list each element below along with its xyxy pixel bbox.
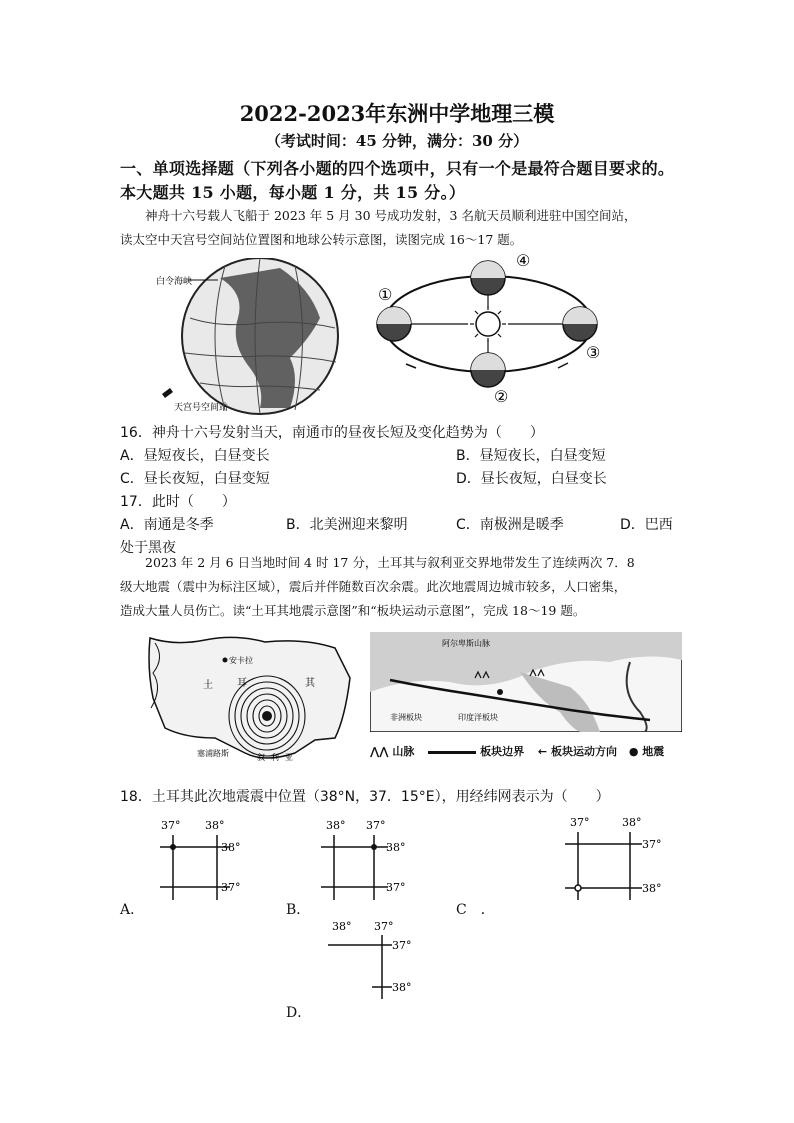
q17-option-b: B．北美洲迎来黎明: [286, 517, 408, 533]
passage2-line2: 级大地震（震中为标注区域），震后并伴随数百次余震。此次地震周边城市较多，人口密集，: [120, 579, 627, 594]
svg-text:37°: 37°: [570, 816, 590, 829]
quake-legend-icon: ●: [628, 745, 639, 758]
q16-stem: 16．神舟十六号发射当天，南通市的昼夜长短及变化趋势为（ ）: [120, 425, 544, 441]
option-d-grid: [326, 917, 426, 1002]
q17-option-a: A．南通是冬季: [120, 517, 214, 533]
space-station-icon: [162, 388, 173, 398]
orbit-label-1: ①: [378, 285, 393, 304]
alps-label: 阿尔卑斯山脉: [442, 639, 490, 648]
orbit-figure: [368, 248, 618, 413]
map-char-2: 耳: [237, 678, 247, 689]
svg-text:37°: 37°: [386, 881, 406, 894]
passage1-line1: 神舟十六号载人飞船于 2023 年 5 月 30 号成功发射，3 名航天员顺利进驻中国空间站，: [145, 208, 637, 223]
ankara-label: 安卡拉: [229, 656, 253, 665]
q16-option-c: C．昼长夜短，白昼变短: [120, 471, 270, 487]
passage1-line2: 读太空中天宫号空间站位置图和地球公转示意图，读图完成 16～17 题。: [120, 232, 523, 247]
q17-option-d: D．巴西: [620, 517, 673, 533]
svg-text:37°: 37°: [161, 819, 181, 832]
globe-figure: [150, 258, 360, 418]
orbit-label-4: ④: [516, 251, 531, 270]
orbit-label-2: ②: [494, 387, 509, 406]
mountain-legend-icon: ⋀⋀: [370, 745, 389, 758]
q16-option-a: A．昼短夜长，白昼变长: [120, 448, 270, 464]
svg-text:38°: 38°: [205, 819, 225, 832]
map-char-5: 利: [271, 753, 279, 762]
section-heading-line1: 一、单项选择题（下列各小题的四个选项中，只有一个是最符合题目要求的。: [120, 159, 675, 178]
legend-quake: 地震: [642, 745, 665, 758]
option-a-grid: [155, 815, 255, 905]
q16-option-d: D．昼长夜短，白昼变长: [456, 471, 607, 487]
q18-option-c: C ．: [456, 902, 495, 918]
page-title: 2022-2023年东洲中学地理三模: [239, 101, 555, 126]
option-b-point: [371, 844, 377, 850]
section-heading-line2: 本大题共 15 小题，每小题 1 分，共 15 分。）: [120, 183, 466, 202]
q16-option-b: B．昼短夜长，白昼变短: [456, 448, 606, 464]
space-station-label: 天宫号空间站: [174, 403, 229, 413]
q17-stem: 17．此时（ ）: [120, 494, 236, 510]
map-char-6: 亚: [285, 753, 293, 762]
svg-text:37°: 37°: [221, 881, 241, 894]
svg-text:37°: 37°: [642, 838, 662, 851]
arrow-legend-icon: ←: [537, 745, 548, 758]
svg-text:38°: 38°: [386, 841, 406, 854]
indian-ocean-plate-label: 印度洋板块: [458, 713, 498, 722]
svg-text:38°: 38°: [221, 841, 241, 854]
svg-text:38°: 38°: [622, 816, 642, 829]
legend-mountain: 山脉: [392, 745, 415, 758]
svg-text:38°: 38°: [642, 882, 662, 895]
plates-map: [370, 632, 682, 732]
passage2-line1: 2023 年 2 月 6 日当地时间 4 时 17 分，土耳其与叙利亚交界地带发生了连续两次 7．8: [145, 555, 635, 570]
q18-option-d: D．: [286, 1005, 312, 1021]
svg-text:37°: 37°: [374, 920, 394, 933]
q18-option-a: A．: [120, 902, 145, 918]
sun-icon: [476, 312, 500, 336]
cyprus-label: 塞浦路斯: [197, 749, 229, 758]
option-a-point: [170, 844, 176, 850]
svg-text:37°: 37°: [392, 939, 412, 952]
map-char-1: 土: [203, 680, 213, 691]
ankara-dot: [223, 658, 228, 663]
option-b-grid: [316, 815, 416, 905]
svg-text:38°: 38°: [332, 920, 352, 933]
passage2-line3: 造成大量人员伤亡。读“土耳其地震示意图”和“板块运动示意图”，完成 18～19 题。: [120, 603, 586, 618]
q18-stem: 18．土耳其此次地震震中位置（38°N，37．15°E），用经纬网表示为（ ）: [120, 789, 610, 805]
option-c-point: [575, 885, 581, 891]
turkey-map: [145, 628, 357, 766]
epicenter-marker: [262, 711, 272, 721]
q18-option-b: B．: [286, 902, 311, 918]
african-plate-label: 非洲板块: [390, 713, 422, 722]
q17-option-d-continuation: 处于黑夜: [120, 540, 176, 556]
q17-option-c: C．南极洲是暖季: [456, 517, 564, 533]
legend-boundary: 板块边界: [480, 745, 525, 758]
boundary-legend-icon: [428, 751, 476, 754]
quake-dot: [497, 689, 503, 695]
legend-direction: 板块运动方向: [550, 745, 617, 758]
svg-text:38°: 38°: [326, 819, 346, 832]
map-char-4: 叙: [257, 753, 265, 762]
svg-text:38°: 38°: [392, 981, 412, 994]
orbit-label-3: ③: [586, 343, 601, 362]
svg-text:37°: 37°: [366, 819, 386, 832]
option-c-grid: [560, 812, 670, 902]
map-char-3: 其: [305, 678, 315, 689]
bering-strait-label: 白令海峡: [156, 277, 193, 287]
exam-info: （考试时间：45 分钟，满分：30 分）: [265, 132, 529, 150]
